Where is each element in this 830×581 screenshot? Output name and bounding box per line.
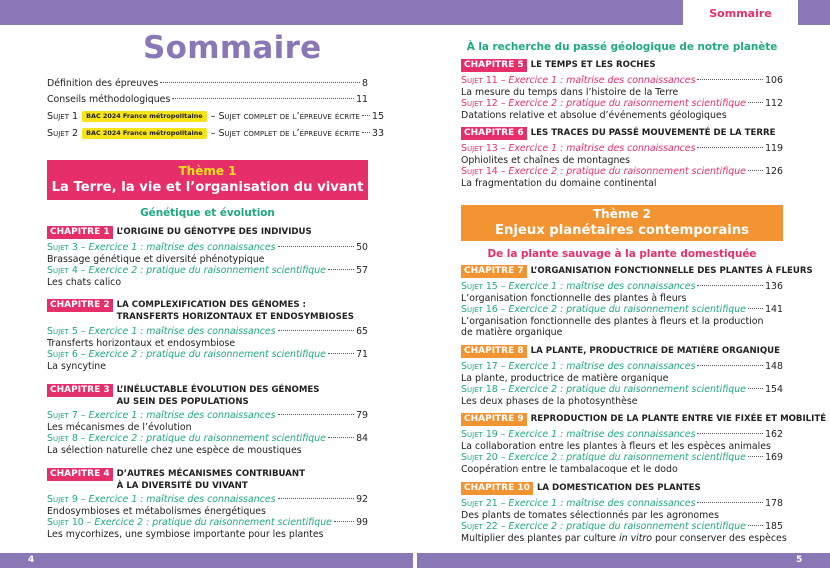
bottom-bar-right [417,553,830,568]
entry-description: Endosymbioses et métabolismes énergétiques [47,506,266,517]
page-number-left: 4 [28,555,35,565]
entry-description-cont: de matière organique [461,327,563,338]
chapter-7-header[interactable]: CHAPITRE 7 L’ORGANISATION FONCTIONNELLE DES PLANTES À FLEURS [461,265,813,278]
toc-entry-sujet-12[interactable]: Sujet 12 – Exercice 2 : pratique du raisonnement scientifique 112 [461,98,783,109]
toc-entry-definitions[interactable]: Définition des épreuves 8 [47,78,368,89]
entry-description: Coopération entre le tambalacoque et le dodo [461,464,678,475]
toc-entry-sujet-6[interactable]: Sujet 6 – Exercice 2 : pratique du raisonnement scientifique 71 [47,349,368,360]
theme-1-banner: Thème 1 La Terre, la vie et l’organisation du vivant [47,160,368,200]
toc-entry-conseils[interactable]: Conseils méthodologiques 11 [47,94,368,105]
chapter-9-header[interactable]: CHAPITRE 9 REPRODUCTION DE LA PLANTE ENTRE VIE FIXÉE ET MOBILITÉ [461,413,826,426]
toc-entry-sujet-4[interactable]: Sujet 4 – Exercice 2 : pratique du raisonnement scientifique 57 [47,265,368,276]
entry-description: La syncytine [47,361,107,372]
chapter-badge: CHAPITRE 1 [47,226,113,239]
section-plante-domestiquee: De la plante sauvage à la plante domestiquée [487,248,757,260]
toc-entry-sujet-21[interactable]: Sujet 21 – Exercice 1 : maîtrise des connaissances 178 [461,498,783,509]
toc-entry-sujet-13[interactable]: Sujet 13 – Exercice 1 : maîtrise des connaissances 119 [461,143,783,154]
entry-description: La mesure du temps dans l’histoire de la Terre [461,87,679,98]
toc-entry-sujet-5[interactable]: Sujet 5 – Exercice 1 : maîtrise des connaissances 65 [47,326,368,337]
page-number-right: 5 [796,555,803,565]
toc-entry-sujet-8[interactable]: Sujet 8 – Exercice 2 : pratique du raisonnement scientifique 84 [47,433,368,444]
chapter-1-header[interactable]: CHAPITRE 1 L’ORIGINE DU GÉNOTYPE DES INDIVIDUS [47,226,312,239]
chapter-badge: CHAPITRE 5 [461,59,527,72]
chapter-6-header[interactable]: CHAPITRE 6 LES TRACES DU PASSÉ MOUVEMENTÉ DE LA TERRE [461,127,775,140]
top-bar [0,0,683,25]
chapter-badge: CHAPITRE 3 [47,384,113,397]
entry-description: La sélection naturelle chez une espèce de moustiques [47,445,302,456]
entry-description: L’organisation fonctionnelle des plantes à fleurs et la production [461,316,764,327]
chapter-badge: CHAPITRE 8 [461,345,527,358]
entry-description: L’organisation fonctionnelle des plantes à fleurs [461,293,687,304]
toc-entry-sujet-9[interactable]: Sujet 9 – Exercice 1 : maîtrise des connaissances 92 [47,494,368,505]
bac-badge: BAC 2024 France métropolitaine [82,128,206,139]
tab-sommaire[interactable]: Sommaire [683,0,798,25]
toc-entry-sujet-2[interactable]: Sujet 2 BAC 2024 France métropolitaine – Sujet complet de l’épreuve écrite 33 [47,128,385,139]
entry-description: Datations relative et absolue d’événements géologiques [461,110,727,121]
entry-description: Ophiolites et chaînes de montagnes [461,155,631,166]
chapter-3-header[interactable]: CHAPITRE 3 L’INÉLUCTABLE ÉVOLUTION DES GÉNOMES AU SEIN DES POPULATIONS [47,384,319,408]
chapter-4-header[interactable]: CHAPITRE 4 D’AUTRES MÉCANISMES CONTRIBUANT À LA DIVERSITÉ DU VIVANT [47,468,305,492]
theme-2-banner: Thème 2 Enjeux planétaires contemporains [461,205,783,241]
entry-description: La fragmentation du domaine continental [461,178,657,189]
section-genetique: Génétique et évolution [140,207,275,219]
entry-description: Les mycorhizes, une symbiose importante pour les plantes [47,529,324,540]
entry-description: La collaboration entre les plantes à fleurs et les espèces animales [461,441,771,452]
chapter-badge: CHAPITRE 2 [47,299,113,312]
entry-description: Les mécanismes de l’évolution [47,422,192,433]
chapter-8-header[interactable]: CHAPITRE 8 LA PLANTE, PRODUCTRICE DE MATIÈRE ORGANIQUE [461,345,780,358]
toc-entry-sujet-20[interactable]: Sujet 20 – Exercice 2 : pratique du raisonnement scientifique 169 [461,452,783,463]
entry-description: Multiplier des plantes par culture in vitro pour conserver des espèces [461,533,787,544]
chapter-badge: CHAPITRE 10 [461,482,533,495]
entry-description: Les chats calico [47,277,122,288]
entry-description: Des plants de tomates sélectionnés par les agronomes [461,510,719,521]
chapter-badge: CHAPITRE 6 [461,127,527,140]
page-title: Sommaire [143,30,322,66]
entry-description: Les deux phases de la photosynthèse [461,396,638,407]
entry-description: Transferts horizontaux et endosymbiose [47,338,236,349]
toc-entry-sujet-10[interactable]: Sujet 10 – Exercice 2 : pratique du raisonnement scientifique 99 [47,517,368,528]
chapter-badge: CHAPITRE 7 [461,265,527,278]
toc-entry-sujet-17[interactable]: Sujet 17 – Exercice 1 : maîtrise des connaissances 148 [461,361,783,372]
toc-entry-sujet-11[interactable]: Sujet 11 – Exercice 1 : maîtrise des connaissances 106 [461,75,783,86]
entry-description: Brassage génétique et diversité phénotypique [47,254,265,265]
toc-entry-sujet-19[interactable]: Sujet 19 – Exercice 1 : maîtrise des connaissances 162 [461,429,783,440]
toc-entry-sujet-16[interactable]: Sujet 16 – Exercice 2 : pratique du raisonnement scientifique 141 [461,304,783,315]
toc-entry-sujet-22[interactable]: Sujet 22 – Exercice 2 : pratique du raisonnement scientifique 185 [461,521,783,532]
chapter-badge: CHAPITRE 9 [461,413,527,426]
entry-description: La plante, productrice de matière organique [461,373,669,384]
toc-entry-sujet-7[interactable]: Sujet 7 – Exercice 1 : maîtrise des connaissances 79 [47,410,368,421]
bac-badge: BAC 2024 France métropolitaine [82,111,206,122]
chapter-2-header[interactable]: CHAPITRE 2 LA COMPLEXIFICATION DES GÉNOMES : TRANSFERTS HORIZONTAUX ET ENDOSYMBIOSES [47,299,354,323]
chapter-5-header[interactable]: CHAPITRE 5 LE TEMPS ET LES ROCHES [461,59,656,72]
toc-entry-sujet-1[interactable]: Sujet 1 BAC 2024 France métropolitaine – Sujet complet de l’épreuve écrite 15 [47,111,385,122]
toc-entry-sujet-18[interactable]: Sujet 18 – Exercice 2 : pratique du raisonnement scientifique 154 [461,384,783,395]
toc-entry-sujet-3[interactable]: Sujet 3 – Exercice 1 : maîtrise des connaissances 50 [47,242,368,253]
top-bar-right [798,0,830,25]
chapter-10-header[interactable]: CHAPITRE 10 LA DOMESTICATION DES PLANTES [461,482,701,495]
toc-entry-sujet-14[interactable]: Sujet 14 – Exercice 2 : pratique du raisonnement scientifique 126 [461,166,783,177]
section-passe-geologique: À la recherche du passé géologique de notre planète [466,41,778,53]
toc-entry-sujet-15[interactable]: Sujet 15 – Exercice 1 : maîtrise des connaissances 136 [461,281,783,292]
bottom-bar-left [0,553,413,568]
chapter-badge: CHAPITRE 4 [47,468,113,481]
